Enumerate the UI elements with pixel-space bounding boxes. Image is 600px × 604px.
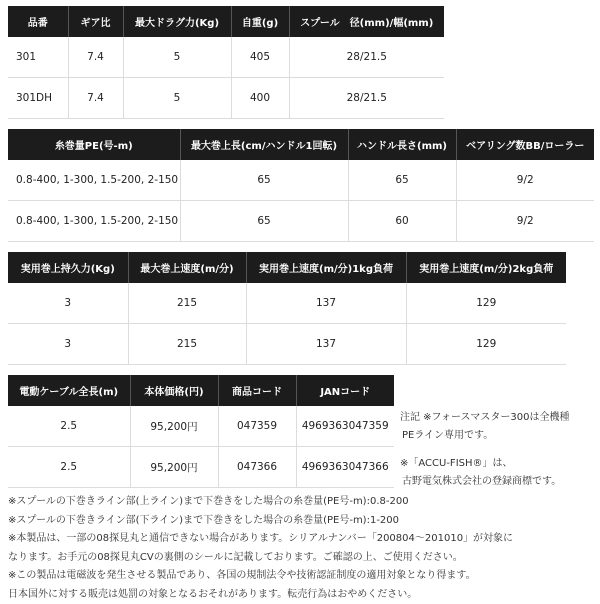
column-header: 本体価格(円) bbox=[130, 375, 218, 406]
table-row bbox=[8, 37, 444, 78]
table-cell: 137 bbox=[246, 324, 406, 365]
table-row bbox=[8, 406, 394, 447]
table-row bbox=[8, 283, 566, 324]
table-cell: 65 bbox=[180, 201, 348, 242]
table-cell: 2.5 bbox=[8, 406, 130, 447]
table-cell: 60 bbox=[348, 201, 456, 242]
column-header: 電動ケーブル全長(m) bbox=[8, 375, 130, 406]
table-header-row bbox=[8, 6, 444, 37]
footnotes bbox=[8, 493, 598, 604]
table-cell: 129 bbox=[406, 283, 566, 324]
side-note-line: 注記 ※フォースマスター300は全機種 bbox=[400, 409, 569, 427]
footnote-line: ※本製品は、一部の08探見丸と通信できない場合があります。シリアルナンバー「200804～201010」が対象に bbox=[8, 530, 598, 549]
table-row bbox=[8, 201, 594, 242]
table-cell: 5 bbox=[123, 37, 231, 78]
spec-table-winding-speed bbox=[8, 252, 566, 365]
footnote-line: なります。お手元の08探見丸CVの裏側のシールに記載しております。ご確認の上、ご使用ください。 bbox=[8, 549, 598, 568]
table-cell: 9/2 bbox=[456, 201, 594, 242]
table-header-row bbox=[8, 375, 394, 406]
table-cell: 301 bbox=[8, 37, 68, 78]
column-header: ハンドル長さ(mm) bbox=[348, 129, 456, 160]
column-header: 最大巻上長(cm/ハンドル1回転) bbox=[180, 129, 348, 160]
side-note-trademark bbox=[400, 455, 561, 491]
table-row bbox=[8, 447, 394, 488]
table-cell: 95,200円 bbox=[130, 406, 218, 447]
table-cell: 5 bbox=[123, 78, 231, 119]
table-cell: 0.8-400, 1-300, 1.5-200, 2-150 bbox=[8, 160, 180, 201]
table-cell: 7.4 bbox=[68, 37, 123, 78]
table-cell: 4969363047359 bbox=[296, 406, 394, 447]
table-cell: 215 bbox=[128, 324, 246, 365]
footnote-line: 日本国外に対する販売は処罰の対象となるおそれがあります。転売行為はおやめください。 bbox=[8, 586, 598, 604]
table-cell: 301DH bbox=[8, 78, 68, 119]
column-header: 品番 bbox=[8, 6, 68, 37]
table-cell: 65 bbox=[180, 160, 348, 201]
side-note-line: 古野電気株式会社の登録商標です。 bbox=[400, 473, 561, 491]
table-row bbox=[8, 160, 594, 201]
table-header-row bbox=[8, 129, 594, 160]
column-header: 自重(g) bbox=[231, 6, 289, 37]
footnote-line: ※スプールの下巻きライン部(下ライン)まで下巻きをした場合の糸巻量(PE号-m):1-200 bbox=[8, 512, 598, 531]
column-header: 実用巻上速度(m/分)2kg負荷 bbox=[406, 252, 566, 283]
table-cell: 3 bbox=[8, 324, 128, 365]
table-cell: 047359 bbox=[218, 406, 296, 447]
table-cell: 4969363047366 bbox=[296, 447, 394, 488]
footnote-line: ※この製品は電磁波を発生させる製品であり、各国の規制法令や技術認証制度の適用対象となり得ます。 bbox=[8, 567, 598, 586]
table-cell: 405 bbox=[231, 37, 289, 78]
table-cell: 400 bbox=[231, 78, 289, 119]
table-cell: 9/2 bbox=[456, 160, 594, 201]
footnote-line: ※スプールの下巻きライン部(上ライン)まで下巻きをした場合の糸巻量(PE号-m):0.8-200 bbox=[8, 493, 598, 512]
table-cell: 3 bbox=[8, 283, 128, 324]
column-header: ベアリング数BB/ローラー bbox=[456, 129, 594, 160]
column-header: 実用巻上持久力(Kg) bbox=[8, 252, 128, 283]
table-cell: 215 bbox=[128, 283, 246, 324]
column-header: スプール 径(mm)/幅(mm) bbox=[289, 6, 444, 37]
spec-table-line-capacity bbox=[8, 129, 594, 242]
column-header: ギア比 bbox=[68, 6, 123, 37]
column-header: 糸巻量PE(号-m) bbox=[8, 129, 180, 160]
table-cell: 95,200円 bbox=[130, 447, 218, 488]
side-note-pe-line bbox=[400, 409, 569, 445]
table-cell: 28/21.5 bbox=[289, 78, 444, 119]
spec-table-price-codes bbox=[8, 375, 394, 488]
side-note-line: ※「ACCU-FISH®」は、 bbox=[400, 455, 561, 473]
column-header: 最大ドラグ力(Kg) bbox=[123, 6, 231, 37]
side-note-line: PEライン専用です。 bbox=[400, 427, 569, 445]
table-header-row bbox=[8, 252, 566, 283]
table-row bbox=[8, 78, 444, 119]
column-header: 最大巻上速度(m/分) bbox=[128, 252, 246, 283]
table-cell: 137 bbox=[246, 283, 406, 324]
table-cell: 2.5 bbox=[8, 447, 130, 488]
table-cell: 047366 bbox=[218, 447, 296, 488]
table-cell: 129 bbox=[406, 324, 566, 365]
column-header: 商品コード bbox=[218, 375, 296, 406]
column-header: 実用巻上速度(m/分)1kg負荷 bbox=[246, 252, 406, 283]
table-cell: 28/21.5 bbox=[289, 37, 444, 78]
table-cell: 7.4 bbox=[68, 78, 123, 119]
column-header: JANコード bbox=[296, 375, 394, 406]
table-cell: 65 bbox=[348, 160, 456, 201]
table-row bbox=[8, 324, 566, 365]
spec-table-basic bbox=[8, 6, 444, 119]
table-cell: 0.8-400, 1-300, 1.5-200, 2-150 bbox=[8, 201, 180, 242]
